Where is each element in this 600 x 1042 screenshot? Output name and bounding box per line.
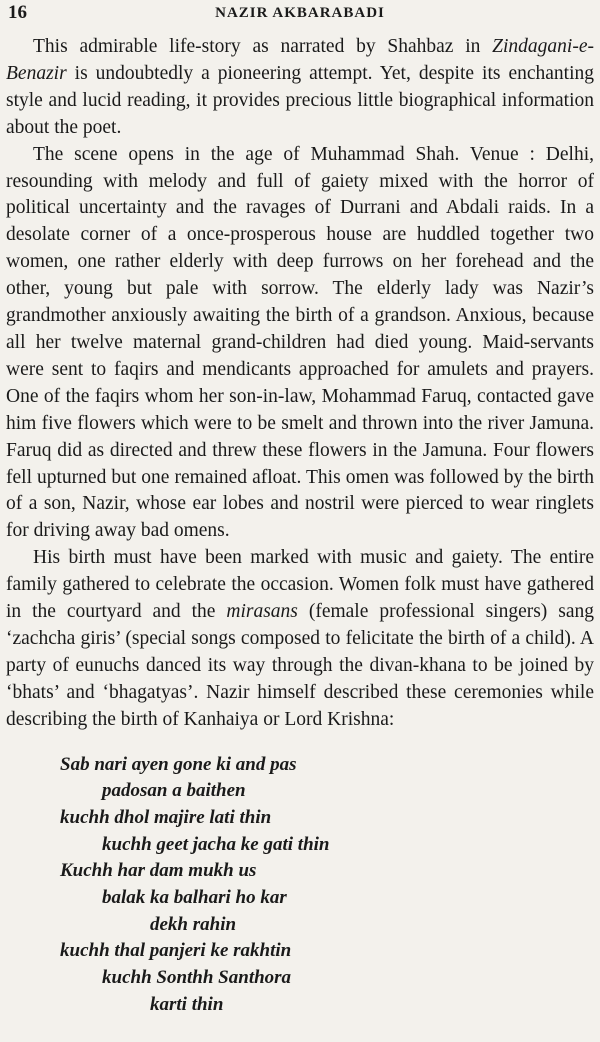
running-title: NAZIR AKBARABADI bbox=[215, 5, 385, 21]
verse-line: kuchh thal panjeri ke rakhtin bbox=[60, 940, 292, 962]
italic-term: mirasans bbox=[226, 601, 298, 623]
verse-line: karti thin bbox=[150, 993, 224, 1015]
page-header bbox=[6, 0, 594, 34]
body-text bbox=[6, 34, 594, 734]
verse-line: padosan a baithen bbox=[102, 780, 246, 802]
page-number: 16 bbox=[8, 2, 27, 23]
verse-line: Kuchh har dam mukh us bbox=[60, 860, 257, 882]
verse-line: balak ka balhari ho kar bbox=[102, 887, 287, 909]
verse-block bbox=[6, 752, 594, 1019]
verse-line: kuchh Sonthh Santhora bbox=[102, 967, 292, 989]
verse-line: Sab nari ayen gone ki and pas bbox=[60, 753, 297, 775]
paragraph-1: This admirable life-story as narrated by Shahbaz in Zindagani-e-Benazir is undoubtedly a pioneering attempt. Yet, despite its enchanting style and lucid reading, it provides precious little biographical information about the poet. bbox=[6, 36, 594, 138]
paragraph-2: The scene opens in the age of Muhammad Shah. Venue : Delhi, resounding with melody and full of gaiety mixed with the horror of political uncertainty and the ravages of Durrani and Abdali raids. In a desolate corner of a once-prosperous house are huddled together two women, one rather elderly with deep furrows on her forehead and the other, young but pale with sorrow. The elderly lady was Nazir’s grandmother anxiously awaiting the birth of a grandson. Anxious, because all her twelve maternal grand-children had died young. Maid-servants were sent to faqirs and mendicants approached for amulets and prayers. One of the faqirs whom her son-in-law, Mohammad Faruq, contacted gave him five flowers which were to be smelt and thrown into the river Jamuna. Faruq did as directed and threw these flowers in the Jamuna. Four flowers fell upturned but one remained afloat. This omen was followed by the birth of a son, Nazir, whose ear lobes and nostril were pierced to wear ringlets for driving away bad omens. bbox=[6, 143, 594, 542]
book-title: Zindagani-e-Benazir bbox=[6, 36, 594, 84]
paragraph-3: His birth must have been marked with music and gaiety. The entire family gathered to celebrate the occasion. Women folk must have gathered in the courtyard and the mirasans (female professional singers) sang ‘zachcha giris’ (special songs composed to felicitate the birth of a child). A party of eunuchs danced its way through the divan-khana to be joined by ‘bhats’ and ‘bhagatyas’. Nazir himself described these ceremonies while describing the birth of Kanhaiya or Lord Krishna: bbox=[6, 547, 594, 730]
verse-line: kuchh geet jacha ke gati thin bbox=[102, 833, 330, 855]
verse-line: kuchh dhol majire lati thin bbox=[60, 806, 272, 828]
verse-line: dekh rahin bbox=[150, 913, 237, 935]
